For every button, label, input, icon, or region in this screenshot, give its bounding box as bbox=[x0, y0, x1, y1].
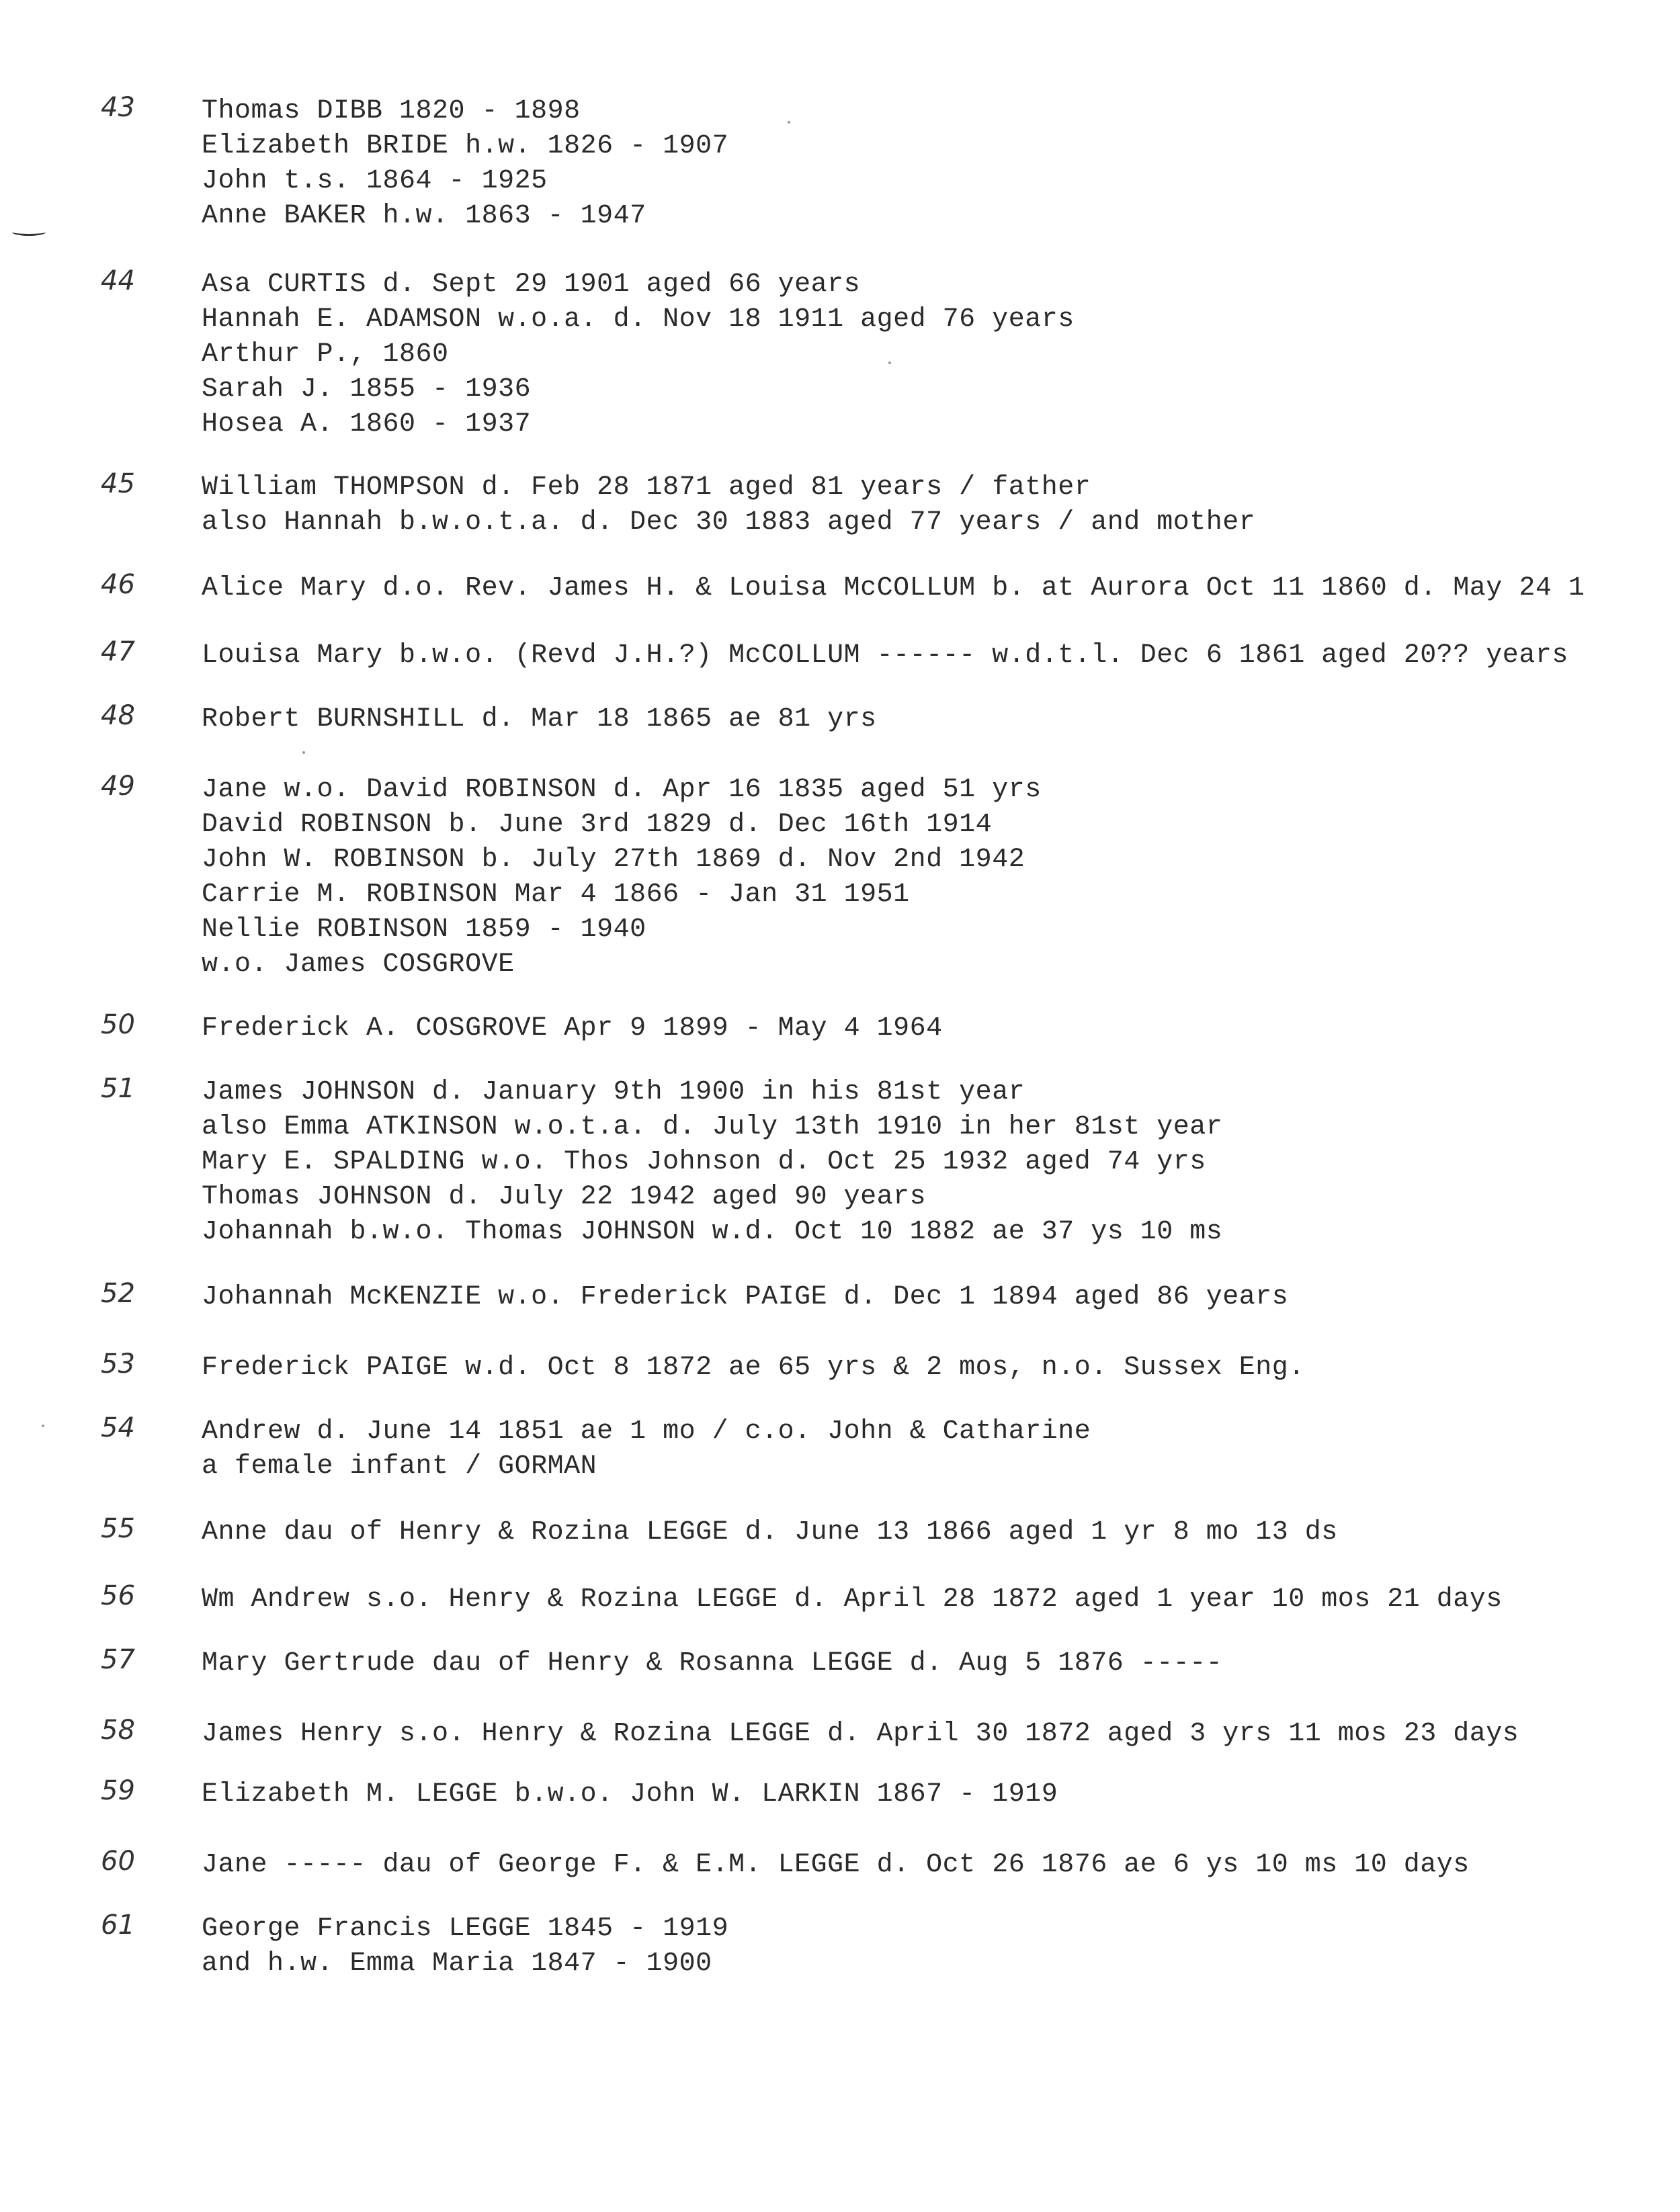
entry-line: Johannah McKENZIE w.o. Frederick PAIGE d. Dec 1 1894 aged 86 years bbox=[202, 1282, 1289, 1312]
entry-line: and h.w. Emma Maria 1847 - 1900 bbox=[202, 1949, 712, 1979]
entry-line: Frederick PAIGE w.d. Oct 8 1872 ae 65 yrs & 2 mos, n.o. Sussex Eng. bbox=[202, 1353, 1305, 1383]
entry-number: 54 bbox=[101, 1412, 135, 1443]
entry-line: Hannah E. ADAMSON w.o.a. d. Nov 18 1911 aged 76 years bbox=[202, 304, 1075, 335]
entry-number: 52 bbox=[101, 1278, 135, 1309]
entry-line: Johannah b.w.o. Thomas JOHNSON w.d. Oct 10 1882 ae 37 ys 10 ms bbox=[202, 1217, 1223, 1247]
entry-line: David ROBINSON b. June 3rd 1829 d. Dec 16th 1914 bbox=[202, 810, 993, 840]
entry-line: Robert BURNSHILL d. Mar 18 1865 ae 81 yrs bbox=[202, 704, 877, 734]
entry-line: Mary Gertrude dau of Henry & Rosanna LEGGE d. Aug 5 1876 ----- bbox=[202, 1648, 1223, 1678]
entry-number: 57 bbox=[101, 1644, 135, 1675]
entry-line: Carrie M. ROBINSON Mar 4 1866 - Jan 31 1951 bbox=[202, 880, 910, 910]
entry-number: 46 bbox=[101, 569, 135, 600]
margin-mark bbox=[12, 228, 46, 236]
entry-line: Louisa Mary b.w.o. (Revd J.H.?) McCOLLUM ------ w.d.t.l. Dec 6 1861 aged 20?? years bbox=[202, 640, 1568, 671]
entry-number: 48 bbox=[101, 700, 135, 731]
entry-number: 53 bbox=[101, 1349, 135, 1379]
entry-number: 61 bbox=[101, 1910, 135, 1941]
entry-line: Hosea A. 1860 - 1937 bbox=[202, 409, 532, 439]
entry-number: 59 bbox=[101, 1775, 135, 1806]
entry-line: Thomas JOHNSON d. July 22 1942 aged 90 years bbox=[202, 1182, 927, 1212]
entry-number: 45 bbox=[101, 468, 135, 499]
entry-line: Jane w.o. David ROBINSON d. Apr 16 1835 aged 51 yrs bbox=[202, 775, 1042, 805]
entry-line: Jane ----- dau of George F. & E.M. LEGGE d. Oct 26 1876 ae 6 ys 10 ms 10 days bbox=[202, 1850, 1470, 1880]
entry-line: Anne BAKER h.w. 1863 - 1947 bbox=[202, 201, 646, 231]
entry-number: 43 bbox=[101, 92, 135, 123]
entry-line: John W. ROBINSON b. July 27th 1869 d. Nov 2nd 1942 bbox=[202, 845, 1025, 875]
entry-line: also Hannah b.w.o.t.a. d. Dec 30 1883 aged 77 years / and mother bbox=[202, 507, 1256, 538]
entry-number: 58 bbox=[101, 1715, 135, 1746]
entry-line: Asa CURTIS d. Sept 29 1901 aged 66 years bbox=[202, 269, 861, 300]
entry-line: Elizabeth M. LEGGE b.w.o. John W. LARKIN 1867 - 1919 bbox=[202, 1779, 1058, 1810]
entry-line: Alice Mary d.o. Rev. James H. & Louisa McCOLLUM b. at Aurora Oct 11 1860 d. May 24 1 bbox=[202, 573, 1585, 603]
entry-number: 60 bbox=[101, 1846, 135, 1877]
entry-line: John t.s. 1864 - 1925 bbox=[202, 166, 548, 196]
entry-line: Frederick A. COSGROVE Apr 9 1899 - May 4 1964 bbox=[202, 1013, 943, 1044]
entry-line: Andrew d. June 14 1851 ae 1 mo / c.o. John & Catharine bbox=[202, 1416, 1091, 1447]
entry-number: 49 bbox=[101, 771, 135, 802]
entry-number: 51 bbox=[101, 1073, 135, 1104]
entry-line: Arthur P., 1860 bbox=[202, 339, 449, 370]
entry-line: James Henry s.o. Henry & Rozina LEGGE d. April 30 1872 aged 3 yrs 11 mos 23 days bbox=[202, 1719, 1519, 1749]
entry-number: 47 bbox=[101, 636, 135, 667]
entry-line: Anne dau of Henry & Rozina LEGGE d. June 13 1866 aged 1 yr 8 mo 13 ds bbox=[202, 1517, 1338, 1547]
entry-line: William THOMPSON d. Feb 28 1871 aged 81 years / father bbox=[202, 472, 1091, 503]
entry-line: Sarah J. 1855 - 1936 bbox=[202, 374, 532, 405]
entry-line: Wm Andrew s.o. Henry & Rozina LEGGE d. April 28 1872 aged 1 year 10 mos 21 days bbox=[202, 1584, 1503, 1615]
entry-number: 44 bbox=[101, 265, 135, 296]
entry-line: George Francis LEGGE 1845 - 1919 bbox=[202, 1914, 729, 1944]
entry-line: also Emma ATKINSON w.o.t.a. d. July 13th 1910 in her 81st year bbox=[202, 1112, 1223, 1142]
entry-number: 56 bbox=[101, 1580, 135, 1611]
entry-number: 50 bbox=[101, 1009, 135, 1040]
entry-line: James JOHNSON d. January 9th 1900 in his 81st year bbox=[202, 1077, 1025, 1107]
entry-line: Mary E. SPALDING w.o. Thos Johnson d. Oct 25 1932 aged 74 yrs bbox=[202, 1147, 1206, 1177]
entry-line: Thomas DIBB 1820 - 1898 bbox=[202, 96, 581, 126]
entry-number: 55 bbox=[101, 1513, 135, 1544]
entry-line: Nellie ROBINSON 1859 - 1940 bbox=[202, 914, 646, 945]
paper-speck bbox=[42, 1424, 44, 1427]
entry-line: a female infant / GORMAN bbox=[202, 1451, 597, 1482]
entry-line: w.o. James COSGROVE bbox=[202, 949, 515, 980]
entry-line: Elizabeth BRIDE h.w. 1826 - 1907 bbox=[202, 131, 729, 161]
paper-speck bbox=[302, 751, 305, 754]
